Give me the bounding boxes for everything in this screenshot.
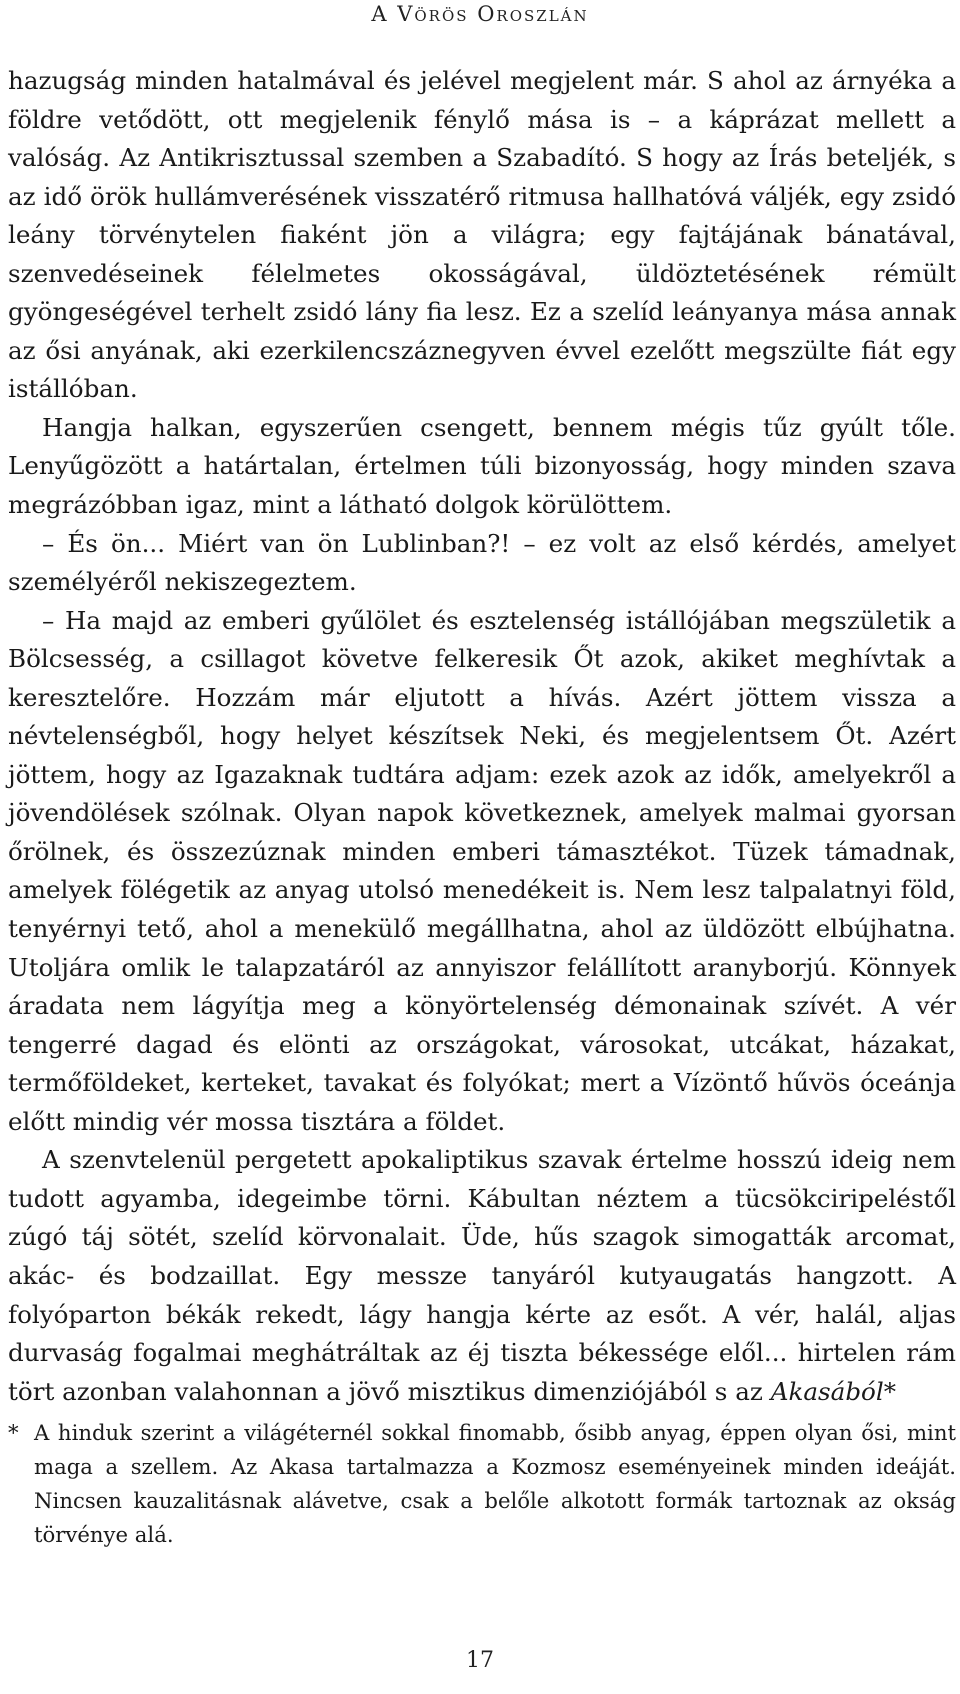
footnote-reference: * <box>883 1376 897 1406</box>
paragraph-3: – És ön... Miért van ön Lublinban?! – ez volt az első kérdés, amelyet személyéről nekiszegeztem. <box>8 528 956 597</box>
paragraph-5 <box>8 1141 956 1411</box>
paragraph-5-text: A szenvtelenül pergetett apokaliptikus szavak értelme hosszú ideig nem tudott agyamba, idegeimbe törni. Kábultan néztem a tücsökciripeléstől zúgó táj sötét, szelíd körvonalait. Üde, hűs szagok simogatták arcomat, akác- és bodzaillat. Egy messze tanyáról kutyaugatás hangzott. A folyóparton békák rekedt, lágy hangja kérte az esőt. A vér, halál, aljas durvaság fogalmai meghátráltak az éj tiszta békessége elől... hirtelen rám tört azonban valahonnan a jövő misztikus dimenziójából s az <box>8 1145 956 1406</box>
running-head: A Vörös Oroszlán <box>371 2 589 26</box>
paragraph-1: hazugság minden hatalmával és jelével megjelent már. S ahol az árnyéka a földre vetődött, ott megjelenik fénylő mása is – a káprázat mellett a valóság. Az Antikrisztussal szemben a Szabadító. S hogy az Írás beteljék, s az idő örök hullámverésének visszatérő ritmusa hallhatóvá váljék, egy zsidó leány törvénytelen fiaként jön a világra; egy fajtájának bánatával, szenvedéseinek félelmetes okosságával, üldöztetésének rémült gyöngeségével terhelt zsidó lány fia lesz. Ez a szelíd leányanya mása annak az ősi anyának, aki ezerkilencszáznegyven évvel ezelőtt megszülte fiát egy istállóban. <box>8 66 956 404</box>
paragraph-4: – Ha majd az emberi gyűlölet és esztelenség istállójában megszületik a Bölcsesség, a csillagot követve felkeresik Őt azok, akiket meghívtak a keresztelőre. Hozzám már eljutott a hívás. Azért jöttem vissza a névtelenségből, hogy helyet készítsek Neki, és megjelentsem Őt. Azért jöttem, hogy az Igazaknak tudtára adjam: ezek azok az idők, amelyekről a jövendölések szólnak. Olyan napok következnek, amelyek malmai gyorsan őrölnek, és összezúznak minden emberi támasztékot. Tüzek támadnak, amelyek fölégetik az anyag utolsó menedékeit is. Nem lesz talpalatnyi föld, tenyérnyi tető, ahol a menekülő megállhatna, ahol az üldözött elbújhatna. Utoljára omlik le talapzatáról az annyiszor felállított aranyborjú. Könnyek áradata nem lágyítja meg a könyörtelenség démonainak szívét. A vér tengerré dagad és elönti az országokat, városokat, utcákat, házakat, termőföldeket, kerteket, tavakat és folyókat; mert a Vízöntő hűvös óceánja előtt mindig vér mossa tisztára a földet. <box>8 605 956 1136</box>
footnote-mark: * <box>8 1420 19 1445</box>
paragraph-5-italic-term: Akasából <box>770 1376 884 1406</box>
paragraph-2: Hangja halkan, egyszerűen csengett, bennem mégis tűz gyúlt tőle. Lenyűgözött a határtalan, értelmen túli bizonyosság, hogy minden szava megrázóbban igaz, mint a látható dolgok körülöttem. <box>8 412 956 520</box>
page-number: 17 <box>466 1648 494 1673</box>
footnote-text: A hinduk szerint a világéternél sokkal finomabb, ősibb anyag, éppen olyan ősi, mint maga a szellem. Az Akasa tartalmazza a Kozmosz eseményeinek minden ideáját. Nincsen kauzalitásnak alávetve, csak a belőle alkotott formák tartoznak az okság törvénye alá. <box>34 1420 956 1547</box>
body-text <box>8 62 956 1411</box>
footnote <box>8 1416 956 1552</box>
